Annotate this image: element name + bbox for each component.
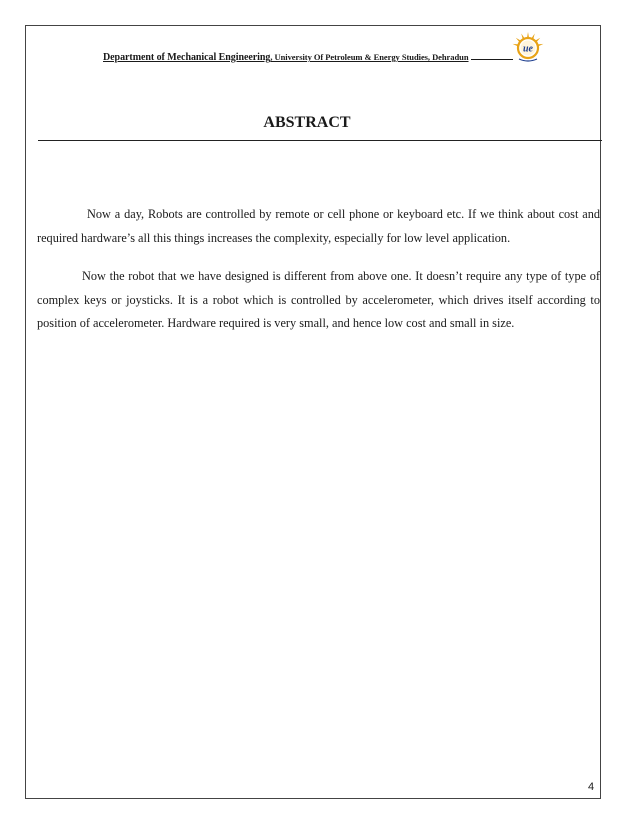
svg-text:ue: ue — [523, 43, 533, 55]
page-title: ABSTRACT — [263, 114, 351, 131]
abstract-paragraph-2: Now the robot that we have designed is different from above one. It doesn’t require any type of type of complex keys or joysticks. It is a robot which is controlled by accelerometer, which drives itself according to position of accelerometer. Hardware required is very small, and hence low cost and small in size. — [37, 269, 600, 330]
header-underline-tail — [471, 58, 513, 60]
page-number: 4 — [588, 781, 595, 793]
page-header — [103, 52, 543, 66]
title-divider — [38, 140, 602, 141]
page-border — [25, 25, 601, 799]
upes-logo-icon — [510, 28, 546, 64]
header-department: Department of Mechanical Engineering — [103, 52, 271, 63]
header-university: , University Of Petroleum & Energy Studies, Dehradun — [270, 52, 469, 62]
abstract-paragraph-1: Now a day, Robots are controlled by remote or cell phone or keyboard etc. If we think about cost and required hardware’s all this things increases the complexity, especially for low level application. — [37, 207, 600, 245]
